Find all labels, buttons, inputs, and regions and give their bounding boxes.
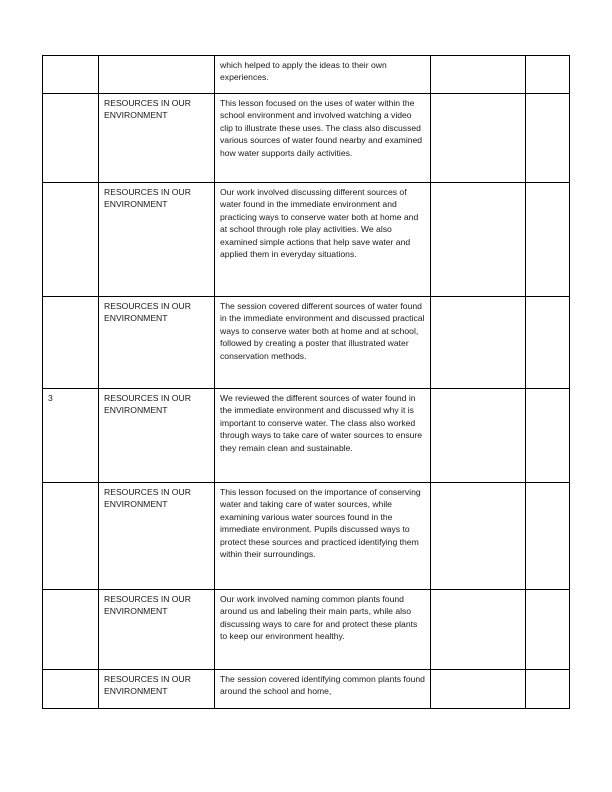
week-cell xyxy=(43,590,99,670)
signature-cell xyxy=(526,183,570,297)
remarks-cell xyxy=(431,483,526,590)
summary-cell: This lesson focused on the uses of water within the school environment and involved watching a video clip to illustrate these uses. The class also discussed various sources of water found nearby and examined how water supports daily activities. xyxy=(215,94,431,183)
table-row xyxy=(43,483,570,590)
table-row xyxy=(43,389,570,483)
remarks-cell xyxy=(431,56,526,94)
week-cell xyxy=(43,297,99,389)
week-cell xyxy=(43,94,99,183)
week-cell: 3 xyxy=(43,389,99,483)
week-cell xyxy=(43,483,99,590)
table-row xyxy=(43,670,570,709)
signature-cell xyxy=(526,56,570,94)
table-row xyxy=(43,590,570,670)
subject-cell: RESOURCES IN OUR ENVIRONMENT xyxy=(99,183,215,297)
remarks-cell xyxy=(431,590,526,670)
table-row xyxy=(43,183,570,297)
subject-cell: RESOURCES IN OUR ENVIRONMENT xyxy=(99,297,215,389)
summary-cell: This lesson focused on the importance of conserving water and taking care of water sources, while examining various water sources found in the immediate environment. Pupils discussed ways to protect these sources and practiced identifying them within their surroundings. xyxy=(215,483,431,590)
signature-cell xyxy=(526,94,570,183)
subject-cell xyxy=(99,56,215,94)
signature-cell xyxy=(526,483,570,590)
table-row xyxy=(43,297,570,389)
summary-cell: The session covered different sources of water found in the immediate environment and discussed practical ways to conserve water both at home and at school, followed by creating a poster that illustrated water conservation methods. xyxy=(215,297,431,389)
subject-cell: RESOURCES IN OUR ENVIRONMENT xyxy=(99,94,215,183)
week-cell xyxy=(43,56,99,94)
subject-cell: RESOURCES IN OUR ENVIRONMENT xyxy=(99,389,215,483)
summary-cell: Our work involved naming common plants found around us and labeling their main parts, while also discussing ways to care for and protect these plants to keep our environment healthy. xyxy=(215,590,431,670)
remarks-cell xyxy=(431,389,526,483)
week-cell xyxy=(43,183,99,297)
signature-cell xyxy=(526,297,570,389)
table-row xyxy=(43,56,570,94)
summary-cell: which helped to apply the ideas to their own experiences. xyxy=(215,56,431,94)
signature-cell xyxy=(526,389,570,483)
lesson-log-table xyxy=(42,55,570,709)
subject-cell: RESOURCES IN OUR ENVIRONMENT xyxy=(99,590,215,670)
summary-cell: The session covered identifying common plants found around the school and home, xyxy=(215,670,431,709)
remarks-cell xyxy=(431,94,526,183)
signature-cell xyxy=(526,590,570,670)
summary-cell: Our work involved discussing different sources of water found in the immediate environment and practicing ways to conserve water both at home and at school through role play activities. We also examined simple actions that help save water and applied them in everyday situations. xyxy=(215,183,431,297)
table-row xyxy=(43,94,570,183)
remarks-cell xyxy=(431,183,526,297)
subject-cell: RESOURCES IN OUR ENVIRONMENT xyxy=(99,670,215,709)
remarks-cell xyxy=(431,297,526,389)
remarks-cell xyxy=(431,670,526,709)
signature-cell xyxy=(526,670,570,709)
subject-cell: RESOURCES IN OUR ENVIRONMENT xyxy=(99,483,215,590)
week-cell xyxy=(43,670,99,709)
summary-cell: We reviewed the different sources of water found in the immediate environment and discussed why it is important to conserve water. The class also worked through ways to take care of water sources to ensure they remain clean and sustainable. xyxy=(215,389,431,483)
